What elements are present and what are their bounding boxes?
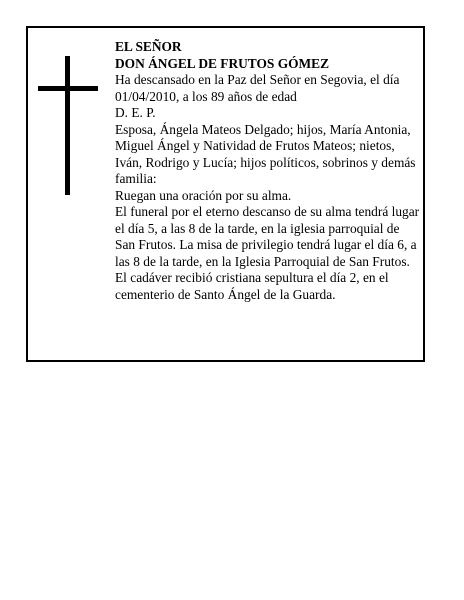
family-list: Esposa, Ángela Mateos Delgado; hijos, María Antonia, Miguel Ángel y Natividad de Frutos Mateos; nietos, Iván, Rodrigo y Lucía; hijos políticos, sobrinos y demás familia: [115, 121, 416, 186]
rip-text: D. E. P. [115, 105, 156, 120]
deceased-name: DON ÁNGEL DE FRUTOS GÓMEZ [115, 55, 330, 71]
title-line-1: EL SEÑOR [115, 39, 182, 54]
funeral-details: El funeral por el eterno descanso de su alma tendrá lugar el día 5, a las 8 de la tarde, en la iglesia parroquial de San Frutos. La misa de privilegio tendrá lugar el día 6, a las 8 de la tarde, en la Iglesia Parroquial de San Frutos. El cadáver recibió cristiana sepultura el día 2, en el cementerio de Santo Ángel de la Guarda. [115, 204, 420, 302]
cross-horizontal-bar [38, 86, 98, 91]
prayer-request: Ruegan una oración por su alma. [115, 187, 292, 203]
death-info: Ha descansado en la Paz del Señor en Segovia, el día 01/04/2010, a los 89 años de edad [115, 72, 400, 104]
obituary-text [115, 39, 420, 303]
cross-vertical-bar [65, 56, 70, 195]
